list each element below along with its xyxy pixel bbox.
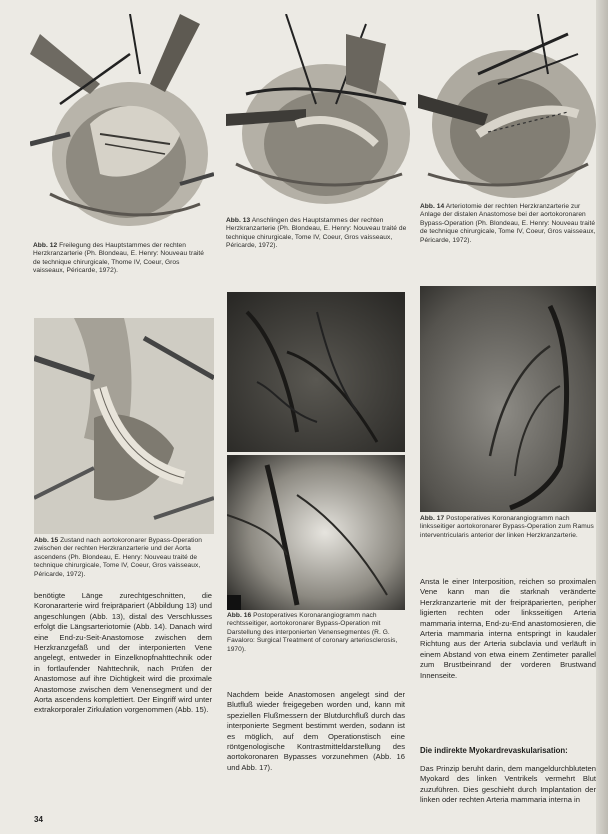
figure-15-label: Abb. 15: [34, 537, 59, 544]
figure-15-caption: [34, 537, 212, 579]
figure-16-angiogram-top: [227, 292, 405, 452]
figure-12-caption: [33, 242, 211, 276]
figure-17-caption: [420, 515, 596, 540]
page-number: 34: [34, 815, 43, 824]
figure-13-caption-text: Anschlingen des Hauptstammes der rechten Herzkranzarterie (Ph. Blondeau, E. Henry: Nouveau traité de technique chirurgicale, Tome IV, Coeur, Gros vaisseaux, Péricarde, 1972).: [226, 217, 407, 250]
figure-14-label: Abb. 14: [420, 203, 445, 210]
figure-13-caption: [226, 217, 410, 251]
figure-17-label: Abb. 17: [420, 515, 445, 522]
right-column-text-top: Ansta le einer Interposition, reichen so proximalen Vene kann man die starknah veränderte Herzkranzarterie mit der freipräparierten, peripher ligierten rechten oder linksseitigen Arteria mammaria interna, End-zu-End anastomosieren, die Arteria mammaria interna entspringt in kaudaler Richtung aus der Arteria subclavia und verläuft in einem Abstand von etwa einem Zentimeter parallel zum Brustbeinrand der vorderen Brustwand Innenseite.: [420, 577, 597, 680]
figure-14-caption: [420, 203, 596, 245]
figure-16-caption-text: Postoperatives Koronarangiogramm nach rechtsseitiger, aortokoronarer Bypass-Operation mit Darstellung des interponierten Venensegmentes (R. G. Favaloro: Surgical Treatment of coronary arteriosclerosis, 1970).: [227, 612, 398, 653]
figure-17-caption-text: Postoperatives Koronarangiogramm nach linksseitiger aortokoronarer Bypass-Operation zum Ramus interventricularis anterior der linken Herzkranzarterie.: [420, 515, 594, 539]
figure-14-caption-text: Arteriotomie der rechten Herzkranzarterie zur Anlage der distalen Anastomose bei der aortokoronaren Bypass-Operation (Ph. Blondeau, E. Henry: Nouveau traité de technique chirurgicale, Tome IV, Coeur, Gros vaisseaux, Péricarde, 1972).: [420, 203, 596, 244]
figure-13-label: Abb. 13: [226, 217, 251, 224]
figure-12-caption-text: Freilegung des Hauptstammes der rechten Herzkranzarterie (Ph. Blondeau, E. Henry: Nouveau traité de technique chirurgicale, Thome IV, Coeur, Gros vaisseaux, Péricarde, 1972).: [33, 242, 205, 275]
figure-12-drawing: [30, 14, 214, 240]
heart-surgery-illustration-icon: [34, 318, 214, 534]
figure-15-caption-text: Zustand nach aortokoronarer Bypass-Operation zwischen der rechten Herzkranzarterie und der Aorta ascendens (Ph. Blondeau, E. Henry: Nouveau traité de technique chirurgicale, Tome IV, Coeur, Gros vaisseaux, Péricarde, 1972).: [34, 537, 202, 578]
left-column-text: benötigte Länge zurechtgeschnitten, die Koronararterie wird freipräpariert (Abbildung 13) und angeschlungen (Abb. 13), distal des Verschlusses erfolgt die Längsarteriotomie (Abb. 14). Danach wird eine End-zu-Seit-Anastomose zwischen dem Herzkranzgefäß und der interponierten Vene angelegt, entweder in Einzelknopfnahttechnik oder in fortlaufender Nahttechnik, nach Prüfen der Anastomose auf ihre Dichtigkeit wird die proximale Anastomose zwischen dem Venensegment und der Aorta ascendens komplettiert. Der Eingriff wird unter extrakorporaler Zirkulation vorgenommen (Abb. 15).: [34, 591, 212, 715]
angiogram-photo-icon: [420, 286, 598, 512]
middle-column-text: Nachdem beide Anastomosen angelegt sind der Blutfluß wieder freigegeben worden und, kann mit speziellen Flußmessern der Blutdurchfluß durch das interponierte Segment bestimmt werden, sodann ist es möglich, auf dem Operationstisch eine röntgenologische Kontrastmitteldarstellung des aortokoronaren Bypasses vorzunehmen (Abb. 16 und Abb. 17).: [227, 690, 405, 772]
heart-surgery-illustration-icon: [418, 14, 596, 200]
angiogram-photo-icon: [227, 292, 405, 452]
figure-16-caption: [227, 612, 405, 654]
figure-16-label: Abb. 16: [227, 612, 252, 619]
figure-16-angiogram-bottom: [227, 455, 405, 610]
right-column-heading: Die indirekte Myokardrevaskularisation:: [420, 746, 568, 755]
figure-15-drawing: [34, 318, 214, 534]
figure-14-drawing: [418, 14, 596, 200]
heart-surgery-illustration-icon: [30, 14, 214, 240]
figure-17-angiogram: [420, 286, 598, 512]
figure-12-label: Abb. 12: [33, 242, 58, 249]
book-spine-shadow: [596, 0, 608, 834]
figure-13-drawing: [226, 14, 412, 214]
angiogram-photo-icon: [227, 455, 405, 610]
right-column-text-bottom: Das Prinzip beruht darin, dem mangeldurchbluteten Myokard des linken Ventrikels vermehrt Blut zuzuführen. Dies geschieht durch Implantation der linken oder rechten Arteria mammaria interna in: [420, 764, 596, 805]
heart-surgery-illustration-icon: [226, 14, 412, 214]
